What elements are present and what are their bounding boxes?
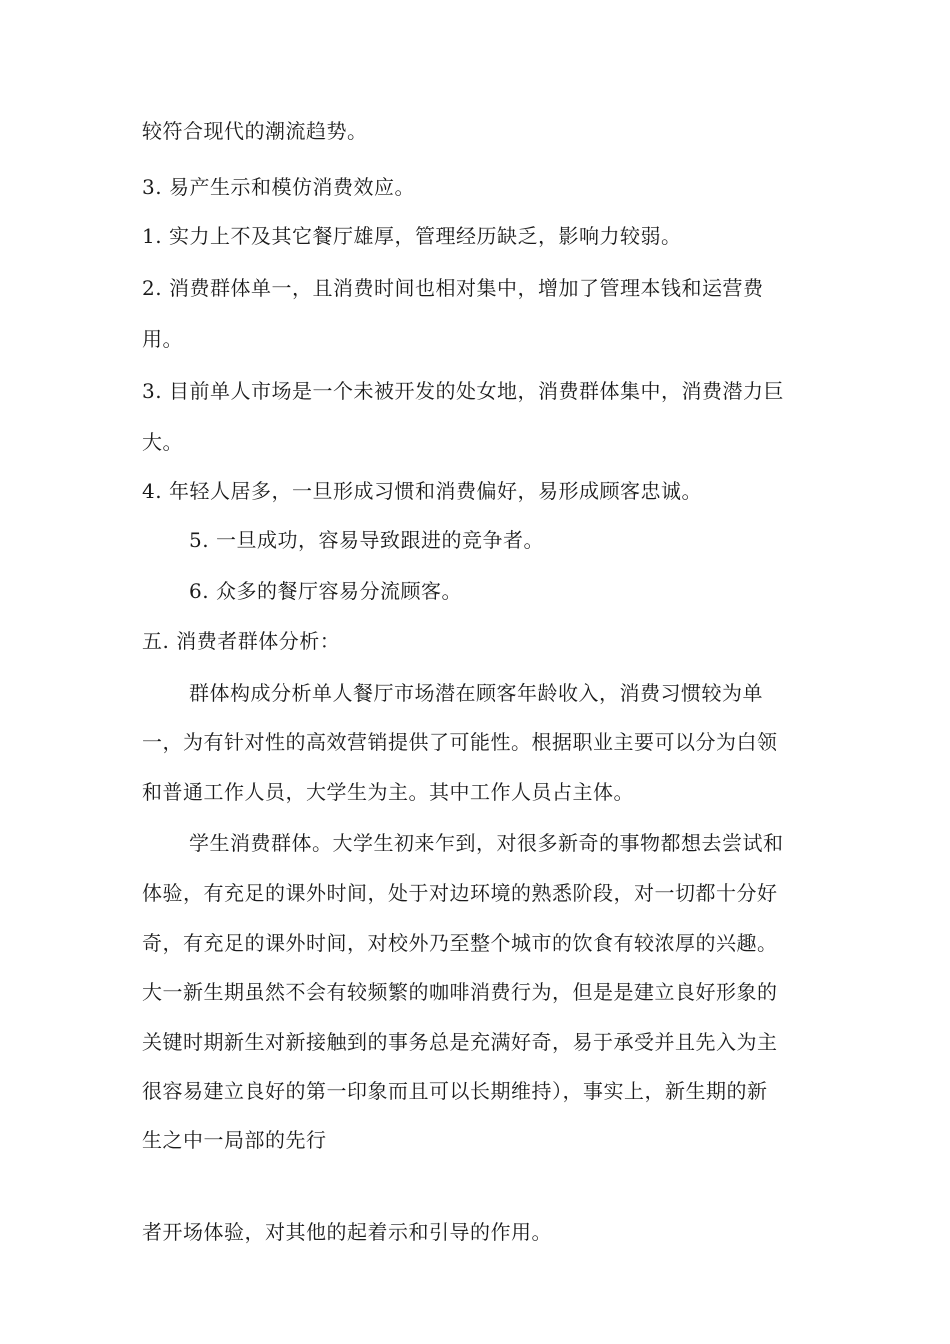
text-line: 2. 消费群体单一，且消费时间也相对集中，增加了管理本钱和运营费 [142, 276, 764, 300]
text-line: 较符合现代的潮流趋势。 [142, 119, 368, 143]
text-line: 一，为有针对性的高效营销提供了可能性。根据职业主要可以分为白领 [142, 730, 778, 754]
text-line: 大。 [142, 430, 183, 454]
text-line: 很容易建立良好的第一印象而且可以长期维持），事实上，新生期的新 [142, 1079, 768, 1103]
text-line: 体验，有充足的课外时间，处于对边环境的熟悉阶段，对一切都十分好 [142, 881, 778, 905]
text-line: 用。 [142, 327, 183, 351]
text-line: 6. 众多的餐厅容易分流顾客。 [189, 579, 462, 603]
text-line: 奇，有充足的课外时间，对校外乃至整个城市的饮食有较浓厚的兴趣。 [142, 931, 778, 955]
text-line: 和普通工作人员，大学生为主。其中工作人员占主体。 [142, 780, 634, 804]
text-line: 学生消费群体。大学生初来乍到，对很多新奇的事物都想去尝试和 [189, 831, 784, 855]
text-line: 群体构成分析单人餐厅市场潜在顾客年龄收入，消费习惯较为单 [189, 681, 763, 705]
text-line: 5. 一旦成功，容易导致跟进的竞争者。 [189, 528, 544, 552]
text-line: 1. 实力上不及其它餐厅雄厚，管理经历缺乏，影响力较弱。 [142, 224, 682, 248]
text-line: 3. 易产生示和模仿消费效应。 [142, 175, 415, 199]
section-heading: 五. 消费者群体分析： [142, 629, 341, 653]
text-line: 4. 年轻人居多，一旦形成习惯和消费偏好，易形成顾客忠诚。 [142, 479, 702, 503]
text-line: 生之中一局部的先行 [142, 1128, 327, 1152]
text-line: 者开场体验，对其他的起着示和引导的作用。 [142, 1220, 552, 1244]
text-line: 大一新生期虽然不会有较频繁的咖啡消费行为，但是是建立良好形象的 [142, 980, 778, 1004]
text-line: 关键时期新生对新接触到的事务总是充满好奇，易于承受并且先入为主 [142, 1030, 778, 1054]
text-line: 3. 目前单人市场是一个未被开发的处女地，消费群体集中，消费潜力巨 [142, 379, 784, 403]
